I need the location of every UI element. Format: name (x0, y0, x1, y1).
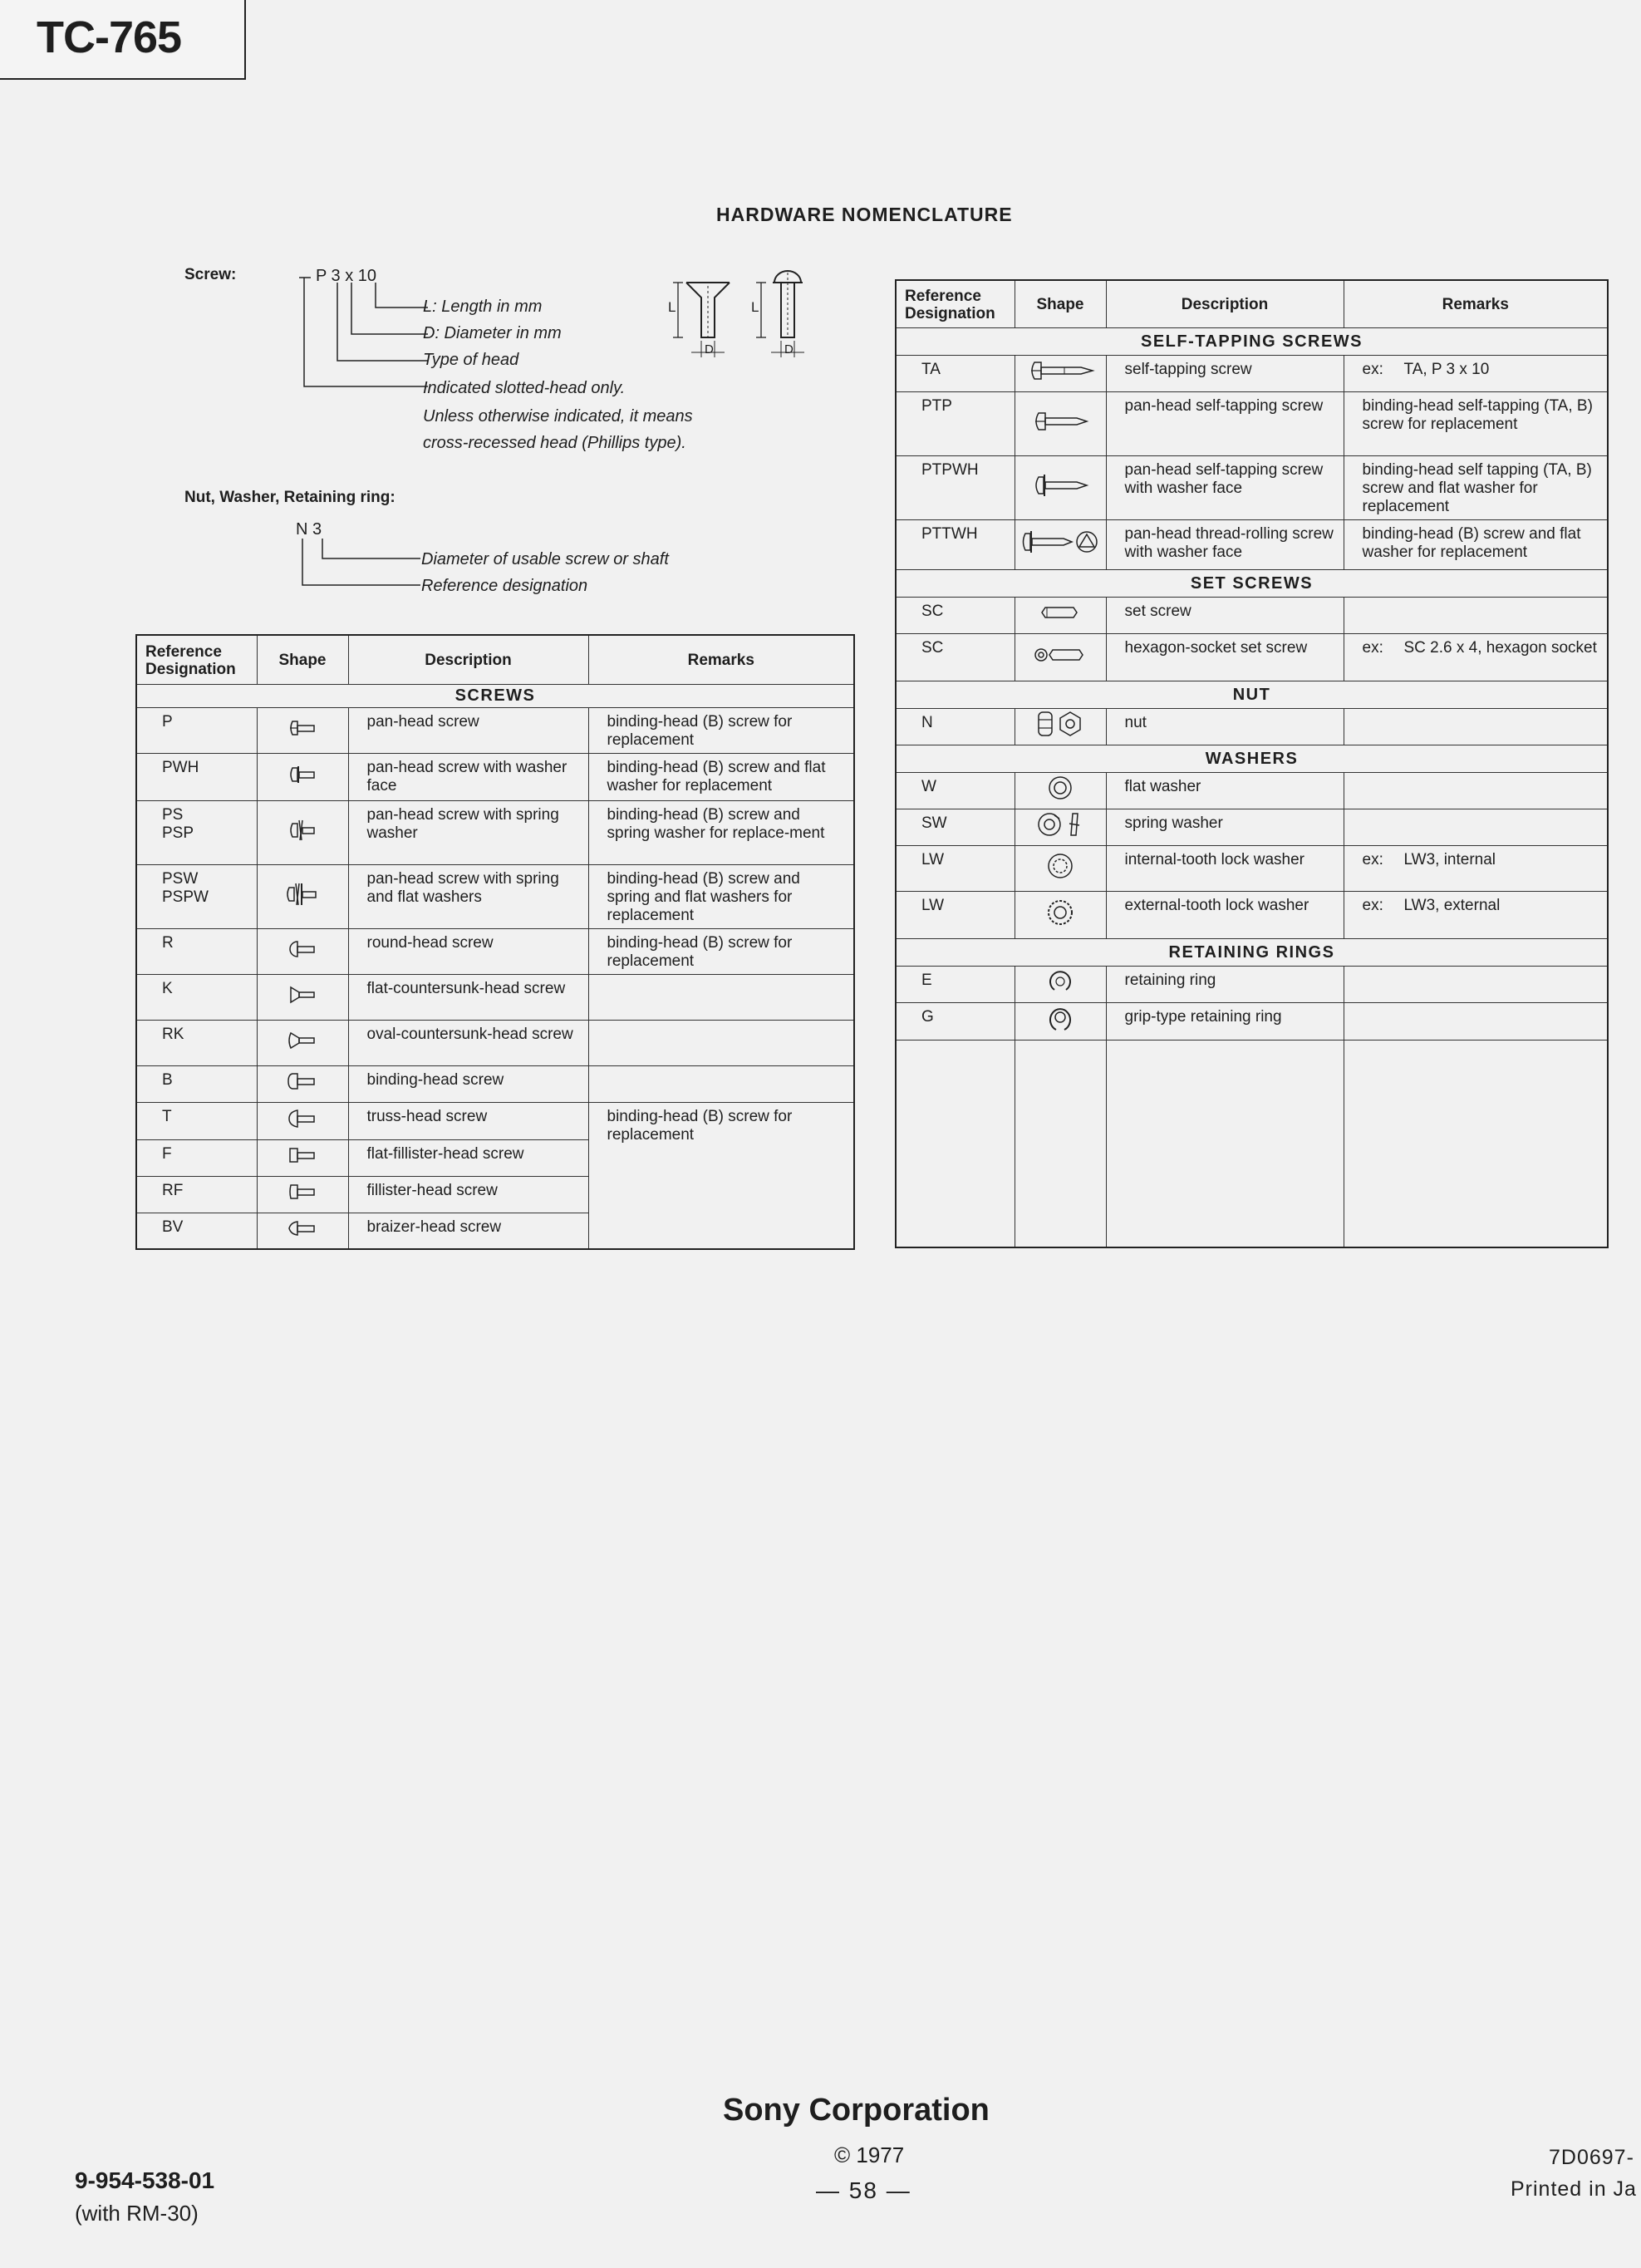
table-row (896, 809, 1608, 845)
desc-cell: nut (1106, 708, 1344, 745)
desc-cell: retaining ring (1106, 966, 1344, 1002)
footer-corporation: Sony Corporation (723, 2093, 990, 2128)
header-remarks: Remarks (588, 635, 854, 684)
legend-unless-1: Unless otherwise indicated, it means (423, 407, 693, 426)
ref-cell: PTP (896, 391, 1015, 455)
screw-legend-label: Screw: (184, 266, 237, 283)
remarks-cell: binding-head (B) screw and flat washer for replacement (1344, 519, 1608, 569)
truss-head-screw-icon (257, 1102, 348, 1139)
table-row (136, 928, 854, 974)
footer-copyright: © 1977 (834, 2143, 905, 2167)
section-set-screws: SET SCREWS (896, 569, 1608, 597)
hexagon-socket-set-screw-icon (1015, 633, 1106, 681)
print-code: 7D0697- (1549, 2146, 1634, 2169)
table-row (896, 708, 1608, 745)
remarks-cell: binding-head (B) screw and spring washer for replace-ment (588, 800, 854, 864)
remarks-cell (1344, 597, 1608, 633)
table-row (896, 966, 1608, 1002)
table-row (896, 355, 1608, 391)
ref-cell: PTPWH (896, 455, 1015, 519)
header-shape: Shape (1015, 280, 1106, 327)
remarks-cell (1344, 1002, 1608, 1040)
table-row (896, 845, 1608, 891)
table-row (136, 1102, 854, 1139)
desc-cell: pan-head screw with spring and flat washers (348, 864, 588, 928)
braizer-head-screw-icon (257, 1213, 348, 1249)
legend-length: L: Length in mm (423, 298, 543, 316)
remarks-cell: binding-head (B) screw for replacement (588, 707, 854, 753)
ref-cell: SW (896, 809, 1015, 845)
thread-rolling-screw-icon (1015, 519, 1106, 569)
table-row (136, 800, 854, 864)
remarks-cell (1344, 809, 1608, 845)
table-row (896, 391, 1608, 455)
flat-countersunk-screw-icon (257, 974, 348, 1020)
ref-cell: W (896, 772, 1015, 809)
table-blank-area (896, 1040, 1608, 1247)
desc-cell: self-tapping screw (1106, 355, 1344, 391)
section-screws: SCREWS (136, 684, 854, 707)
remarks-cell: binding-head (B) screw for replacement (588, 1102, 854, 1249)
remarks-cell (588, 1020, 854, 1065)
section-retaining-rings: RETAINING RINGS (896, 938, 1608, 966)
desc-cell: binding-head screw (348, 1065, 588, 1102)
oval-countersunk-screw-icon (257, 1020, 348, 1065)
desc-cell: set screw (1106, 597, 1344, 633)
desc-cell: pan-head screw with washer face (348, 753, 588, 800)
table-row (136, 1020, 854, 1065)
table-row (896, 519, 1608, 569)
remarks-cell: binding-head (B) screw for replacement (588, 928, 854, 974)
ref-cell: SC (896, 633, 1015, 681)
nut-legend-label: Nut, Washer, Retaining ring: (184, 489, 396, 506)
legend-head: Type of head (423, 351, 519, 369)
legend-unless-2: cross-recessed head (Phillips type). (423, 434, 686, 452)
ref-cell: TA (896, 355, 1015, 391)
model-number: TC-765 (37, 12, 182, 62)
nut-legend-code: N 3 (296, 520, 322, 539)
header-reference: Reference Designation (896, 280, 1015, 327)
desc-cell: pan-head thread-rolling screw with washer face (1106, 519, 1344, 569)
ref-cell: SC (896, 597, 1015, 633)
desc-cell: truss-head screw (348, 1102, 588, 1139)
table-row (896, 891, 1608, 938)
header-description: Description (348, 635, 588, 684)
external-tooth-lock-washer-icon (1015, 891, 1106, 938)
ref-cell: PS PSP (136, 800, 257, 864)
dim-label-l-2: L (751, 299, 759, 315)
pan-head-screw-icon (257, 707, 348, 753)
ref-cell: T (136, 1102, 257, 1139)
desc-cell: pan-head self-tapping screw with washer face (1106, 455, 1344, 519)
nut-icon (1015, 708, 1106, 745)
desc-cell: braizer-head screw (348, 1213, 588, 1249)
table-row (896, 455, 1608, 519)
desc-cell: pan-head screw with spring washer (348, 800, 588, 864)
section-self-tapping: SELF-TAPPING SCREWS (896, 327, 1608, 355)
section-nut: NUT (896, 681, 1608, 708)
remarks-cell (588, 974, 854, 1020)
fasteners-table (895, 279, 1609, 1248)
desc-cell: oval-countersunk-head screw (348, 1020, 588, 1065)
section-washers: WASHERS (896, 745, 1608, 772)
ref-cell: LW (896, 891, 1015, 938)
ref-cell: PSW PSPW (136, 864, 257, 928)
ref-cell: B (136, 1065, 257, 1102)
ref-cell: P (136, 707, 257, 753)
nut-legend-diameter: Diameter of usable screw or shaft (421, 550, 669, 568)
remarks-cell: ex: LW3, external (1344, 891, 1608, 938)
remarks-cell: ex: TA, P 3 x 10 (1344, 355, 1608, 391)
table-row (136, 707, 854, 753)
flat-fillister-screw-icon (257, 1139, 348, 1176)
washer-face-screw-icon (257, 753, 348, 800)
ref-cell: R (136, 928, 257, 974)
internal-tooth-lock-washer-icon (1015, 845, 1106, 891)
washer-face-self-tapping-screw-icon (1015, 455, 1106, 519)
grip-retaining-ring-icon (1015, 1002, 1106, 1040)
remarks-cell: binding-head (B) screw and spring and flat washers for replacement (588, 864, 854, 928)
remarks-cell (588, 1065, 854, 1102)
desc-cell: flat-countersunk-head screw (348, 974, 588, 1020)
nut-legend-lines (297, 539, 430, 588)
legend-slotted: Indicated slotted-head only. (423, 379, 626, 397)
table-row (896, 633, 1608, 681)
binding-head-screw-icon (257, 1065, 348, 1102)
ref-cell: N (896, 708, 1015, 745)
page-number: — 58 — (816, 2177, 911, 2203)
table-row (136, 1065, 854, 1102)
round-head-screw-icon (257, 928, 348, 974)
remarks-cell (1344, 966, 1608, 1002)
screw-legend-lines (299, 274, 432, 391)
ref-cell: E (896, 966, 1015, 1002)
ref-cell: PWH (136, 753, 257, 800)
header-shape: Shape (257, 635, 348, 684)
ref-cell: K (136, 974, 257, 1020)
table-row (136, 753, 854, 800)
desc-cell: pan-head screw (348, 707, 588, 753)
pan-head-self-tapping-screw-icon (1015, 391, 1106, 455)
desc-cell: flat-fillister-head screw (348, 1139, 588, 1176)
desc-cell: pan-head self-tapping screw (1106, 391, 1344, 455)
table-row (136, 864, 854, 928)
ref-cell: RF (136, 1176, 257, 1213)
remarks-cell (1344, 708, 1608, 745)
ref-cell: F (136, 1139, 257, 1176)
remarks-cell: ex: LW3, internal (1344, 845, 1608, 891)
header-description: Description (1106, 280, 1344, 327)
table-row (136, 974, 854, 1020)
dim-label-d-1: D (705, 342, 714, 357)
ref-cell: RK (136, 1020, 257, 1065)
dim-label-d-2: D (784, 342, 793, 357)
self-tapping-screw-icon (1015, 355, 1106, 391)
page-title: HARDWARE NOMENCLATURE (716, 204, 1013, 225)
table-row (896, 1002, 1608, 1040)
fillister-screw-icon (257, 1176, 348, 1213)
desc-cell: flat washer (1106, 772, 1344, 809)
desc-cell: fillister-head screw (348, 1176, 588, 1213)
desc-cell: grip-type retaining ring (1106, 1002, 1344, 1040)
legend-diameter: D: Diameter in mm (423, 324, 562, 342)
screws-table (135, 634, 855, 1250)
spring-washer-icon (1015, 809, 1106, 845)
nut-legend-ref: Reference designation (421, 577, 588, 595)
spring-flat-washer-screw-icon (257, 864, 348, 928)
part-note: (with RM-30) (75, 2201, 199, 2226)
header-reference: Reference Designation (136, 635, 257, 684)
desc-cell: internal-tooth lock washer (1106, 845, 1344, 891)
remarks-cell: binding-head self tapping (TA, B) screw and flat washer for replacement (1344, 455, 1608, 519)
desc-cell: round-head screw (348, 928, 588, 974)
part-number: 9-954-538-01 (75, 2167, 215, 2193)
remarks-cell: ex: SC 2.6 x 4, hexagon socket (1344, 633, 1608, 681)
spring-washer-screw-icon (257, 800, 348, 864)
ref-cell: BV (136, 1213, 257, 1249)
ref-cell: PTTWH (896, 519, 1015, 569)
desc-cell: hexagon-socket set screw (1106, 633, 1344, 681)
dim-label-l-1: L (668, 299, 676, 315)
remarks-cell: binding-head self-tapping (TA, B) screw for replacement (1344, 391, 1608, 455)
desc-cell: external-tooth lock washer (1106, 891, 1344, 938)
header-remarks: Remarks (1344, 280, 1608, 327)
set-screw-icon (1015, 597, 1106, 633)
screw-legend-code: P 3 x 10 (316, 267, 377, 285)
table-row (896, 597, 1608, 633)
desc-cell: spring washer (1106, 809, 1344, 845)
retaining-ring-icon (1015, 966, 1106, 1002)
table-row (896, 772, 1608, 809)
remarks-cell: binding-head (B) screw and flat washer for replacement (588, 753, 854, 800)
printed-in: Printed in Ja (1511, 2177, 1637, 2201)
ref-cell: G (896, 1002, 1015, 1040)
flat-washer-icon (1015, 772, 1106, 809)
remarks-cell (1344, 772, 1608, 809)
ref-cell: LW (896, 845, 1015, 891)
